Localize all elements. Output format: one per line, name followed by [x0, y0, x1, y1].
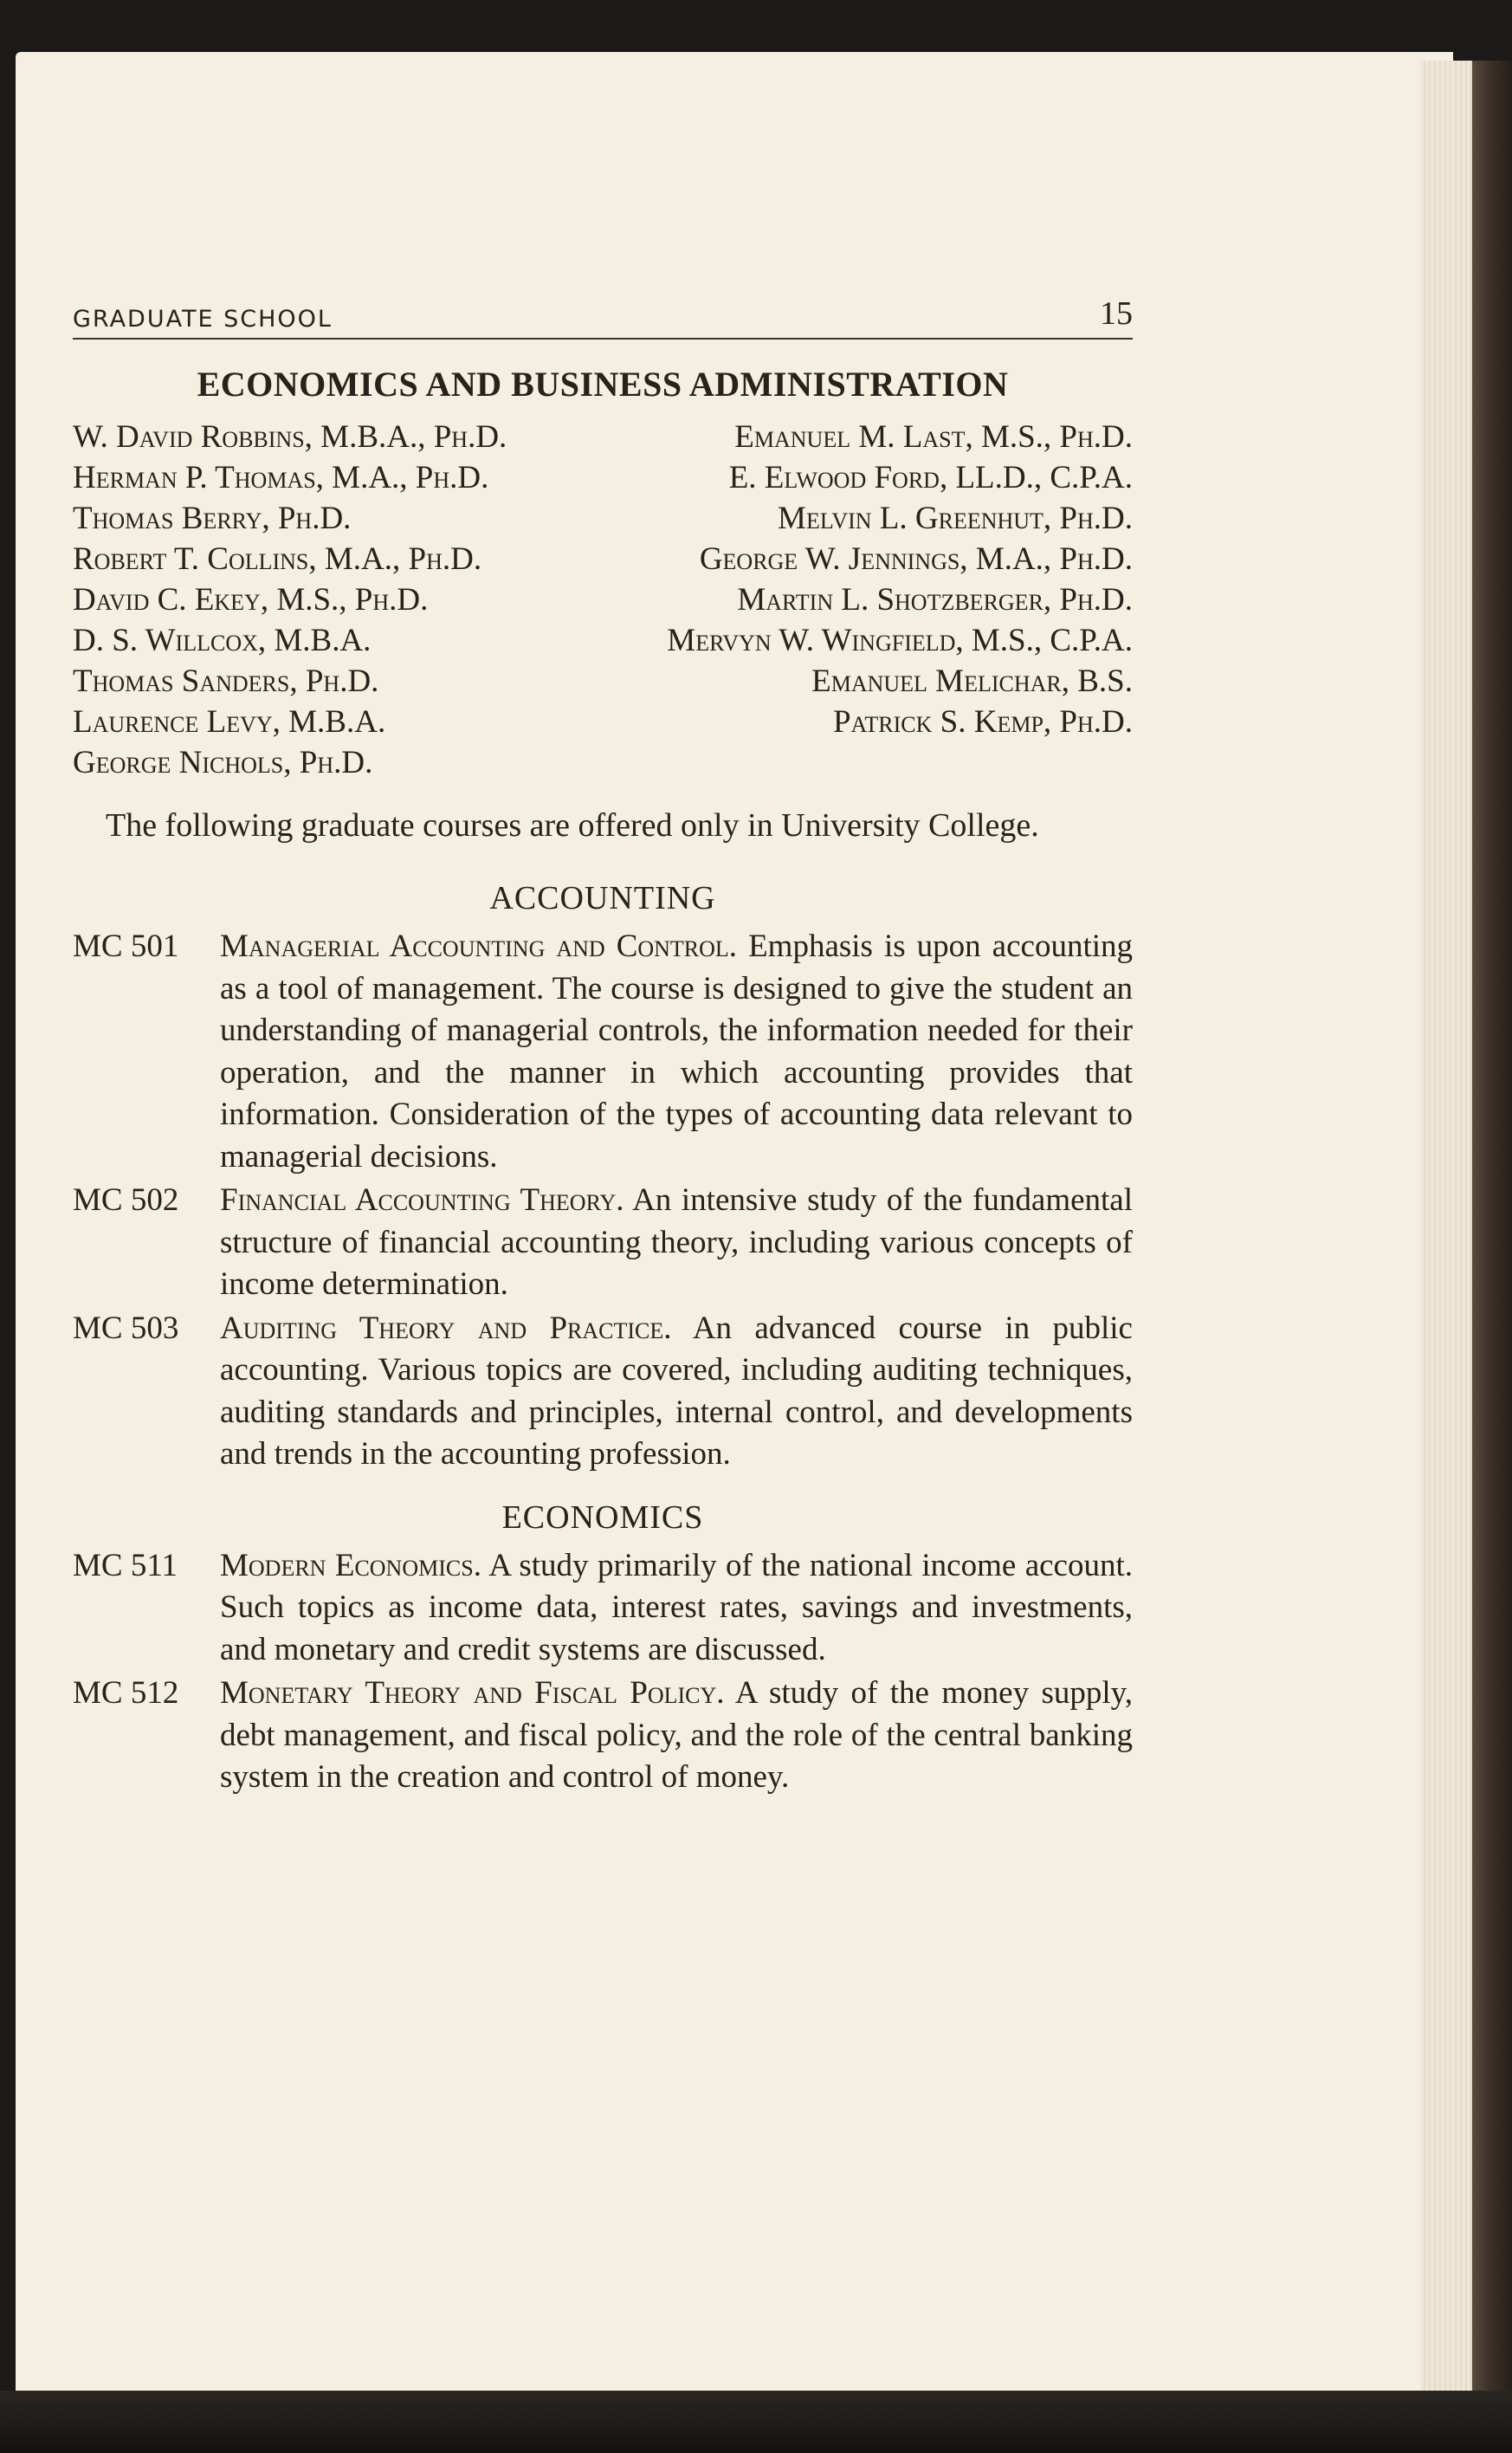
course-body: [220, 1308, 1133, 1476]
intro-paragraph: The following graduate courses are offered only in University College.: [106, 807, 1039, 844]
course-code: MC 512: [73, 1675, 179, 1711]
page-number: 15: [1100, 295, 1133, 332]
course-body: [220, 1673, 1133, 1799]
course-entry: [73, 1180, 1133, 1306]
faculty-list: [73, 417, 1133, 783]
running-head: [73, 294, 1133, 340]
course-entry: [73, 1673, 1133, 1799]
faculty-member: E. Elwood Ford, LL.D., C.P.A.: [728, 460, 1133, 495]
faculty-member: Laurence Levy, M.B.A.: [73, 704, 386, 740]
page-content: [73, 294, 1133, 1801]
course-title: Monetary Theory and Fiscal Policy.: [220, 1675, 725, 1711]
course-entry: [73, 1545, 1133, 1672]
course-title: Modern Economics.: [220, 1547, 481, 1583]
faculty-member: Mervyn W. Wingfield, M.S., C.P.A.: [667, 623, 1133, 658]
course-code: MC 502: [73, 1182, 179, 1218]
faculty-member: Melvin L. Greenhut, Ph.D.: [778, 501, 1133, 536]
faculty-member: Robert T. Collins, M.A., Ph.D.: [73, 541, 482, 577]
faculty-member: Emanuel Melichar, B.S.: [811, 663, 1133, 699]
course-body: [220, 926, 1133, 1178]
course-title: Auditing Theory and Practice.: [220, 1310, 672, 1346]
faculty-member: Thomas Sanders, Ph.D.: [73, 663, 379, 699]
section-heading-economics: ECONOMICS: [501, 1498, 704, 1536]
course-entry: [73, 926, 1133, 1178]
faculty-member: George W. Jennings, M.A., Ph.D.: [699, 541, 1133, 577]
course-description: Emphasis is upon accounting as a tool of management. The course is designed to give the student an understanding of managerial controls, the information needed for their operation, and the manner in which accounting provides that information. Consideration of the types of accounting data relevant to managerial decisions.: [220, 929, 1133, 1175]
page-edges: [1420, 61, 1472, 2399]
course-entry: [73, 1308, 1133, 1476]
faculty-member: David C. Ekey, M.S., Ph.D.: [73, 582, 429, 618]
faculty-column-left: [73, 417, 598, 783]
course-body: [220, 1180, 1133, 1306]
course-description: An intensive study of the fundamental structure of financial accounting theory, including various concepts of income determination.: [220, 1182, 1133, 1302]
faculty-member: Emanuel M. Last, M.S., Ph.D.: [734, 419, 1133, 455]
faculty-member: Herman P. Thomas, M.A., Ph.D.: [73, 460, 489, 495]
book-bottom-edge: [0, 2391, 1512, 2453]
faculty-member: D. S. Willcox, M.B.A.: [73, 623, 372, 658]
course-description: A study of the money supply, debt management, and fiscal policy, and the role of the central banking system in the creation and control of money.: [220, 1675, 1133, 1795]
book-cover-edge: [1472, 61, 1512, 2399]
faculty-member: Thomas Berry, Ph.D.: [73, 501, 352, 536]
course-description: An advanced course in public accounting. Various topics are covered, including auditing techniques, auditing standards and principles, internal control, and developments and trends in the accounting profession.: [220, 1310, 1133, 1472]
faculty-column-right: [607, 417, 1133, 783]
faculty-member: Patrick S. Kemp, Ph.D.: [832, 704, 1133, 740]
course-title: Managerial Accounting and Control.: [220, 929, 738, 964]
course-description: A study primarily of the national income account. Such topics as income data, interest rates, savings and investments, and monetary and credit systems are discussed.: [220, 1547, 1133, 1667]
course-code: MC 501: [73, 929, 179, 964]
course-code: MC 511: [73, 1547, 178, 1583]
course-code: MC 503: [73, 1310, 179, 1346]
faculty-member: George Nichols, Ph.D.: [73, 745, 373, 780]
running-head-title: GRADUATE SCHOOL: [73, 306, 333, 333]
faculty-member: Martin L. Shotzberger, Ph.D.: [737, 582, 1133, 618]
department-title: ECONOMICS AND BUSINESS ADMINISTRATION: [197, 365, 1009, 404]
course-title: Financial Accounting Theory.: [220, 1182, 624, 1218]
faculty-member: W. David Robbins, M.B.A., Ph.D.: [73, 419, 507, 455]
section-heading-accounting: ACCOUNTING: [489, 880, 716, 916]
course-body: [220, 1545, 1133, 1672]
